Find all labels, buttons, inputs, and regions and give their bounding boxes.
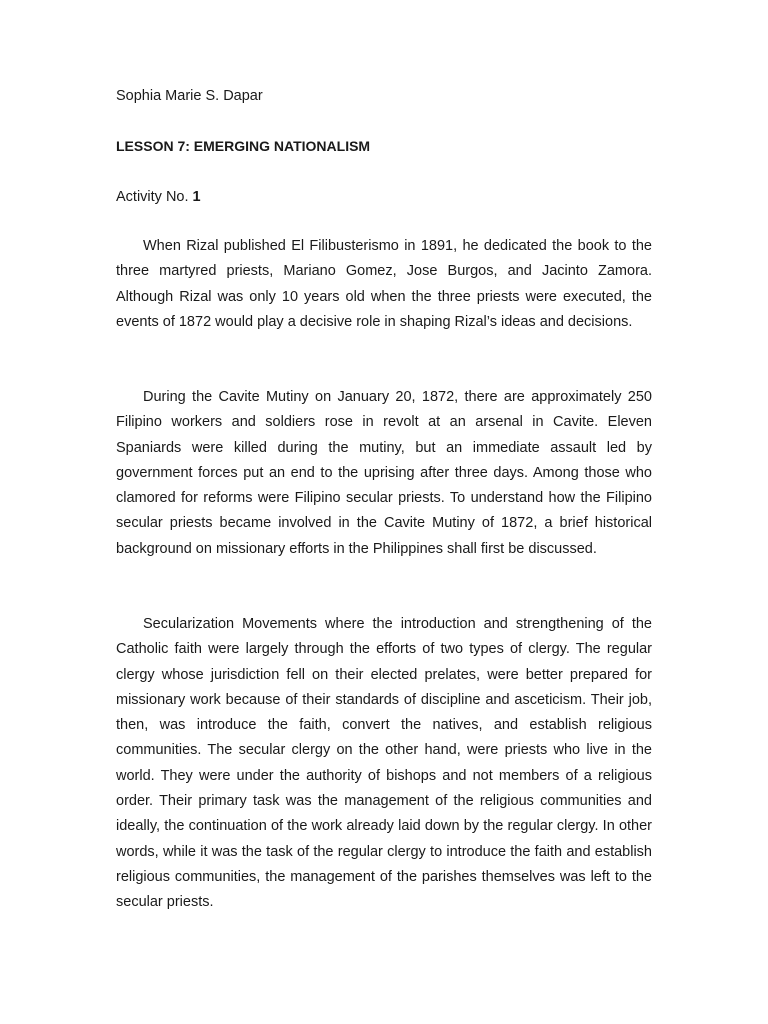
author-name: Sophia Marie S. Dapar: [116, 88, 263, 104]
activity-number: 1: [192, 189, 201, 205]
lesson-title: LESSON 7: EMERGING NATIONALISM: [116, 138, 371, 154]
activity-label: Activity No.: [116, 189, 189, 205]
activity-heading: [116, 187, 201, 207]
paragraph-1: When Rizal published El Filibusterismo in 1891, he dedicated the book to the three martyred priests, Mariano Gomez, Jose Burgos, and Jacinto Zamora. Although Rizal was only 10 years old when the three priests were executed, the events of 1872 would play a decisive role in shaping Rizal’s ideas and decisions.: [116, 238, 652, 330]
paragraph-2: During the Cavite Mutiny on January 20, 1872, there are approximately 250 Filipino workers and soldiers rose in revolt at an arsenal in Cavite. Eleven Spaniards were killed during the mutiny, but an immediate assault led by government forces put an end to the uprising after three days. Among those who clamored for reforms were Filipino secular priests. To understand how the Filipino secular priests became involved in the Cavite Mutiny of 1872, a brief historical background on missionary efforts in the Philippines shall first be discussed.: [116, 389, 652, 557]
paragraph-3: Secularization Movements where the introduction and strengthening of the Catholic faith were largely through the efforts of two types of clergy. The regular clergy whose jurisdiction fell on their elected prelates, were better prepared for missionary work because of their standards of discipline and asceticism. Their job, then, was introduce the faith, convert the natives, and establish religious communities. The secular clergy on the other hand, were priests who live in the world. They were under the authority of bishops and not members of a religious order. Their primary task was the management of the religious communities and ideally, the continuation of the work already laid down by the regular clergy. In other words, while it was the task of the regular clergy to introduce the faith and establish religious communities, the management of the parishes themselves was left to the secular priests.: [116, 616, 652, 911]
